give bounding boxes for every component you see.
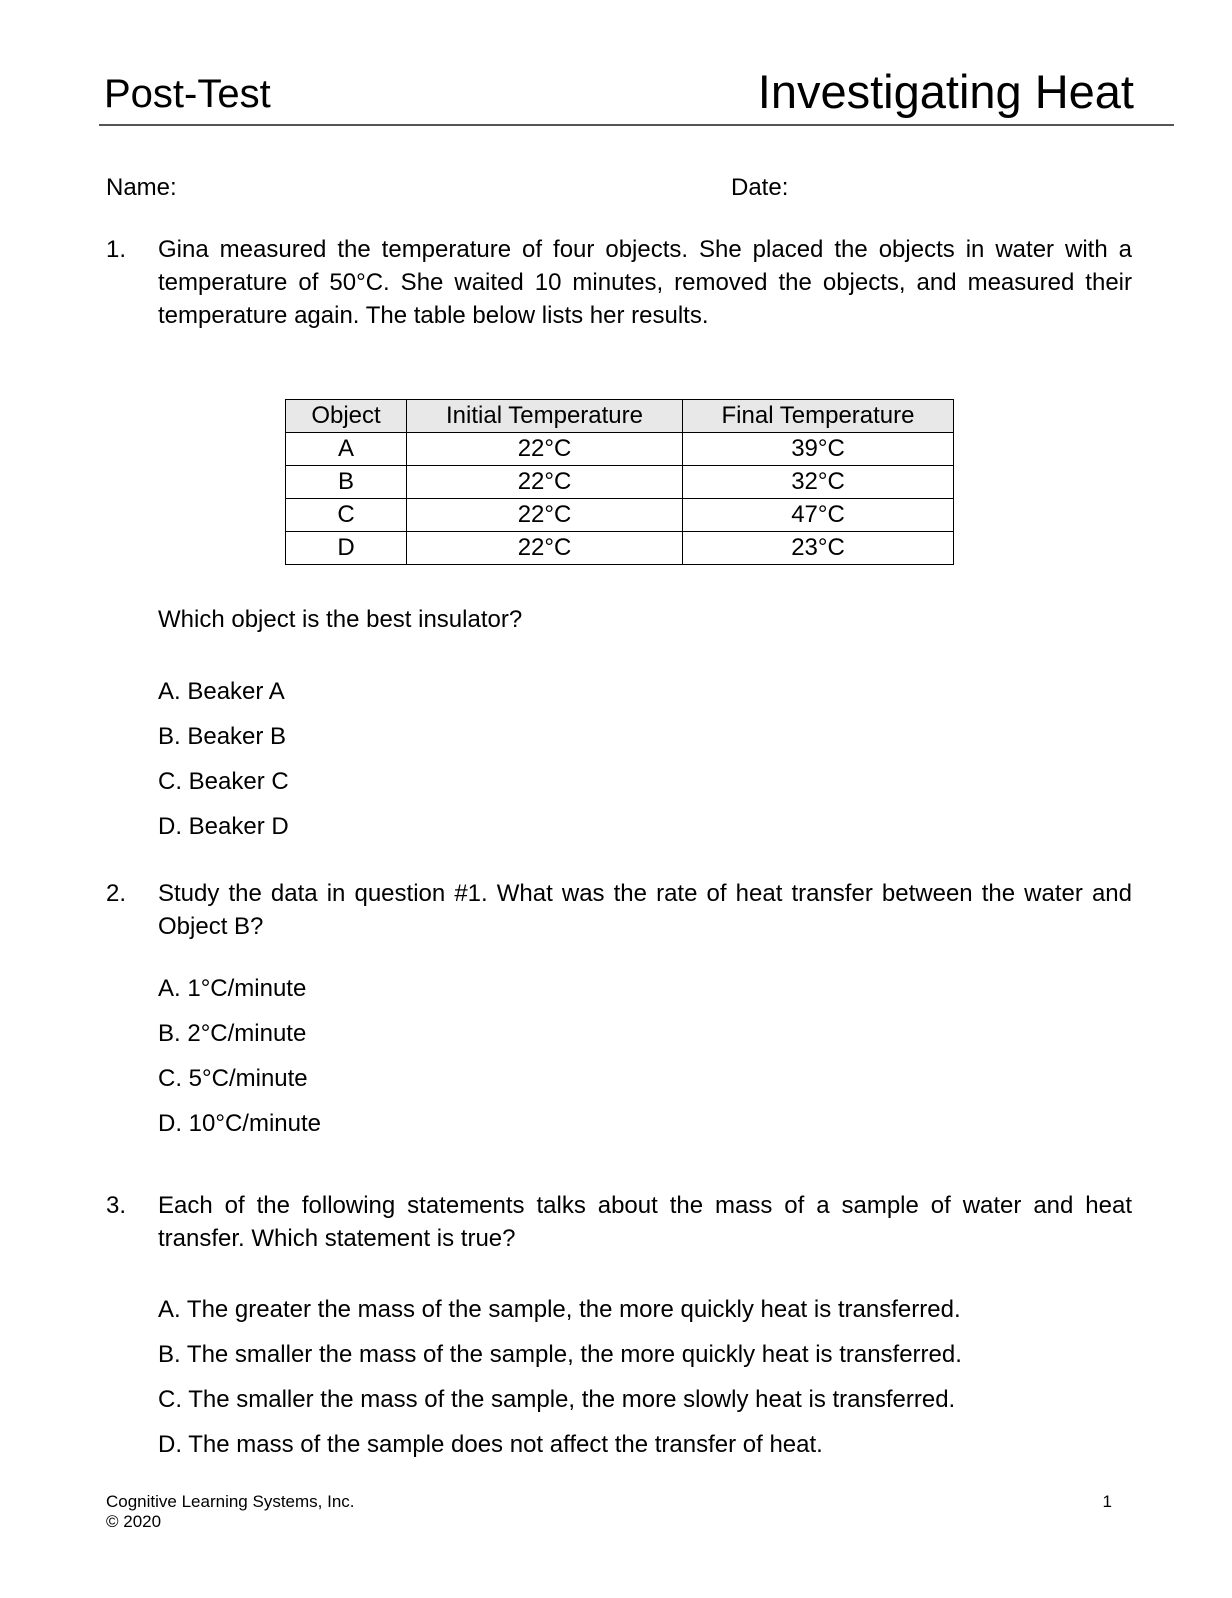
answer-option-a[interactable]: A. The greater the mass of the sample, the more quickly heat is transferred. xyxy=(158,1296,961,1323)
cell-final-temperature: 47°C xyxy=(683,499,954,532)
question-number: 2. xyxy=(106,880,127,907)
answer-option-c[interactable]: C. 5°C/minute xyxy=(158,1065,308,1092)
answer-option-b[interactable]: B. The smaller the mass of the sample, the more quickly heat is transferred. xyxy=(158,1341,962,1368)
answer-option-b[interactable]: B. Beaker B xyxy=(158,723,287,750)
question-2-options xyxy=(158,975,321,1155)
name-label: Name: xyxy=(106,174,177,201)
cell-object: C xyxy=(286,499,407,532)
copyright: © 2020 xyxy=(106,1512,162,1531)
table-header-row xyxy=(286,400,954,433)
question-3-options xyxy=(158,1296,962,1476)
cell-final-temperature: 23°C xyxy=(683,532,954,565)
footer xyxy=(106,1492,355,1532)
cell-final-temperature: 32°C xyxy=(683,466,954,499)
question-1-options xyxy=(158,678,289,858)
answer-option-d[interactable]: D. 10°C/minute xyxy=(158,1110,321,1137)
question-text: Gina measured the temperature of four objects. She placed the objects in water with a temperature of 50°C. She waited 10 minutes, removed the objects, and measured their temperature again. The table below lists her results. xyxy=(158,236,1132,329)
table-row xyxy=(286,433,954,466)
answer-option-d[interactable]: D. The mass of the sample does not affect the transfer of heat. xyxy=(158,1431,823,1458)
question-1 xyxy=(106,233,1132,332)
question-text: Each of the following statements talks about the mass of a sample of water and heat transfer. Which statement is true? xyxy=(158,1192,1132,1252)
column-header-final-temperature: Final Temperature xyxy=(683,400,954,433)
question-2 xyxy=(106,877,1132,943)
results-table xyxy=(285,399,954,565)
answer-option-c[interactable]: C. Beaker C xyxy=(158,768,289,795)
question-number: 1. xyxy=(106,236,127,263)
answer-option-c[interactable]: C. The smaller the mass of the sample, the more slowly heat is transferred. xyxy=(158,1386,956,1413)
answer-option-d[interactable]: D. Beaker D xyxy=(158,813,289,840)
company-name: Cognitive Learning Systems, Inc. xyxy=(106,1492,355,1511)
cell-initial-temperature: 22°C xyxy=(407,499,683,532)
question-text: Study the data in question #1. What was the rate of heat transfer between the water and Object B? xyxy=(158,880,1132,940)
cell-object: B xyxy=(286,466,407,499)
page-number: 1 xyxy=(1102,1492,1112,1511)
column-header-object: Object xyxy=(286,400,407,433)
table-row xyxy=(286,466,954,499)
column-header-initial-temperature: Initial Temperature xyxy=(407,400,683,433)
test-type-title: Post-Test xyxy=(104,72,271,116)
table-row xyxy=(286,532,954,565)
cell-final-temperature: 39°C xyxy=(683,433,954,466)
header-divider xyxy=(99,124,1174,126)
cell-initial-temperature: 22°C xyxy=(407,532,683,565)
cell-object: D xyxy=(286,532,407,565)
cell-initial-temperature: 22°C xyxy=(407,433,683,466)
question-number: 3. xyxy=(106,1192,127,1219)
answer-option-a[interactable]: A. 1°C/minute xyxy=(158,975,307,1002)
table-row xyxy=(286,499,954,532)
cell-object: A xyxy=(286,433,407,466)
answer-option-b[interactable]: B. 2°C/minute xyxy=(158,1020,307,1047)
unit-title: Investigating Heat xyxy=(757,65,1134,118)
answer-option-a[interactable]: A. Beaker A xyxy=(158,678,285,705)
cell-initial-temperature: 22°C xyxy=(407,466,683,499)
question-3 xyxy=(106,1189,1132,1255)
question-1-prompt: Which object is the best insulator? xyxy=(158,606,523,633)
date-label: Date: xyxy=(731,174,789,201)
